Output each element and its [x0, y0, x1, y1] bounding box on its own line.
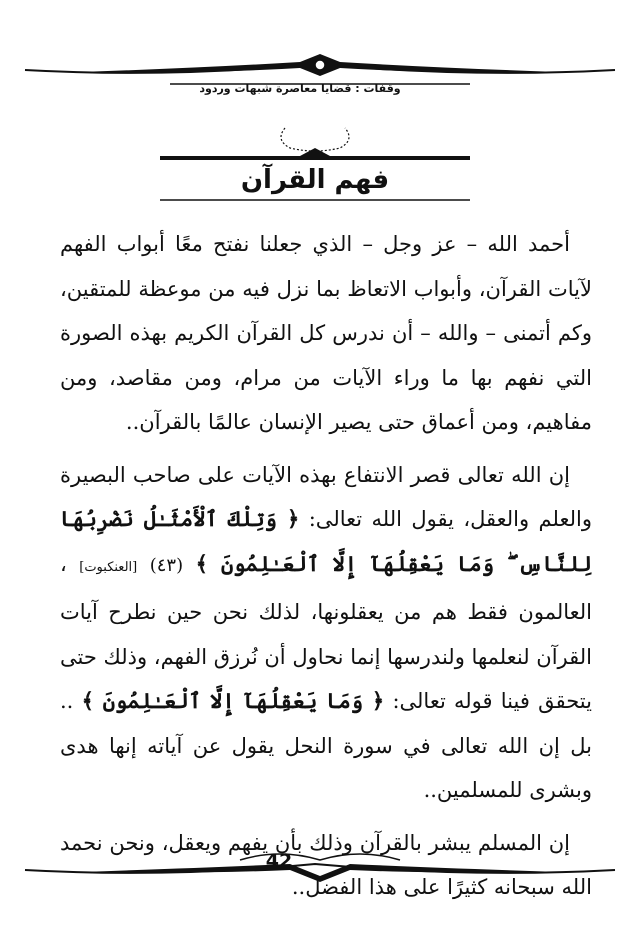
footer-ornament	[20, 840, 620, 890]
body-text	[60, 222, 592, 918]
running-head: وقفات : قضايا معاصرة شبهات وردود	[199, 82, 401, 95]
paragraph-3: إن المسلم يبشر بالقرآن وذلك بأن يفهم ويعقل، ونحن نحمد الله سبحانه كثيرًا على هذا الفضل..	[60, 830, 592, 899]
chapter-title: فهم القرآن	[240, 165, 390, 195]
paragraph-2-end: .. بل إن الله تعالى في سورة النحل يقول عن آياته إنها هدى وبشرى للمسلمين..	[60, 689, 593, 802]
page-number: 42	[265, 850, 293, 872]
quran-verse-1: ﴿ وَتِلْكَ ٱلْأَمْثَـٰلُ نَضْرِبُهَا لِلنَّاسِ ۖ وَمَا يَعْقِلُهَآ إِلَّا ٱلْعَـٰلِمُونَ ﴾	[60, 506, 592, 576]
paragraph-1: أحمد الله – عز وجل – الذي جعلنا نفتح معًا أبواب الفهم لآيات القرآن، وأبواب الاتعاظ بما نزل فيه من موعظة للمتقين، وكم أتمنى – والله – أن ندرس كل القرآن الكريم بهذه الصورة التي نفهم بها ما وراء الآيات من مرام، ومن مقاصد، ومن مفاهيم، ومن أعماق حتى يصير الإنسان عالمًا بالقرآن..	[60, 232, 592, 434]
paragraph-2-middle: ، العالمون فقط هم من يعقلونها، لذلك نحن حين نطرح آيات القرآن لنعلمها ولندرسها إنما نحاول أن نُرزق الفهم، وذلك حتى يتحقق فينا قوله تعالى:	[60, 551, 592, 713]
quran-verse-2: ﴿ وَمَا يَعْقِلُهَآ إِلَّا ٱلْعَـٰلِمُونَ ﴾	[81, 688, 385, 713]
paragraph-2-intro: إن الله تعالى قصر الانتفاع بهذه الآيات على صاحب البصيرة والعلم والعقل، يقول الله تعالى:	[60, 462, 592, 531]
surah-reference: [العنكبوت]	[79, 559, 138, 575]
paragraph-2	[60, 453, 592, 813]
ayah-number: (٤٣)	[149, 554, 184, 576]
